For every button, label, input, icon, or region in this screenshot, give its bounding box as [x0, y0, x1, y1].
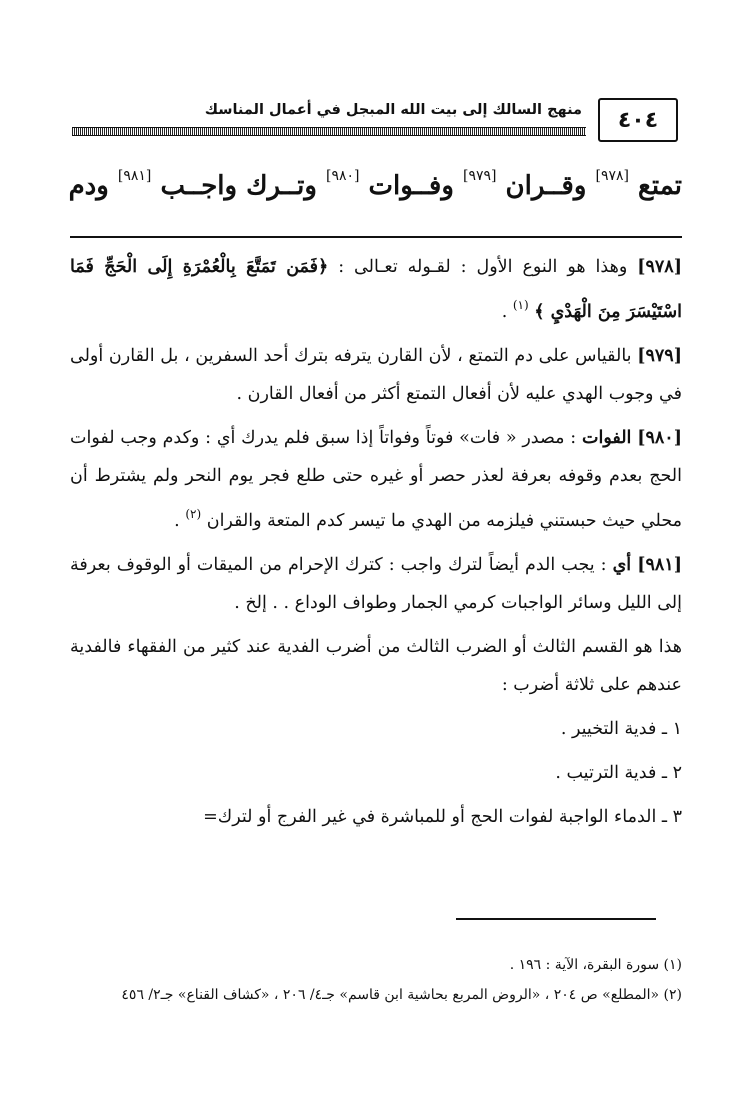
- list-item: ٣ ـ الدماء الواجبة لفوات الحج أو للمباشرة في غير الفرج أو لترك=: [203, 807, 682, 827]
- page-header: [66, 96, 682, 146]
- title-ref-978: [٩٧٨]: [595, 168, 629, 184]
- note-980: [70, 419, 682, 540]
- body-paragraph: هذا هو القسم الثالث أو الضرب الثالث من أضرب الفدية عند كثير من الفقهاء فالفدية عندهم على ثلاثة أضرب :: [70, 637, 682, 695]
- note-text: : مصدر « فات» فوتاً وفواتاً إذا سبق فلم يدرك أي : وكدم وجب لفوات الحج بعدم وقوفه بعرفة لعذر حصر أو غيره حتى طلع فجر يوم النحر ولم يشترط أن محلي حيث حبستني فيلزمه من الهدي ما تيسر كدم المتعة والقران: [70, 428, 682, 531]
- title-ref-980: [٩٨٠]: [325, 168, 360, 184]
- note-end: .: [501, 302, 508, 322]
- quran-verse: ﴿فَمَن تَمَتَّعَ بِالْعُمْرَةِ إِلَى الْحَجِّ فَمَا اسْتَيْسَرَ مِنَ الْهَدْيِ ﴾: [70, 257, 682, 322]
- list-item: ١ ـ فدية التخيير .: [560, 719, 682, 739]
- note-text: بالقياس على دم التمتع ، لأن القارن يترفه بترك أحد السفرين ، بل القارن أولى في وجوب الهدي عليه لأن أفعال التمتع أكثر من أفعال القارن .: [70, 346, 682, 404]
- footnote-1: (١) سورة البقرة، الآية : ١٩٦ .: [509, 957, 682, 973]
- footnote-2: (٢) «المطلع» ص ٢٠٤ ، «الروض المربع بحاشية ابن قاسم» جـ٤/ ٢٠٦ ، «كشاف القناع» جـ٢/ ٤٥٦: [121, 987, 682, 1003]
- footnote-ref: (٢): [185, 507, 202, 521]
- header-divider: [72, 127, 586, 136]
- note-number: [٩٧٩]: [637, 346, 682, 366]
- note-text: : يجب الدم أيضاً لترك واجب : كترك الإحرام من الميقات أو الوقوف بعرفة إلى الليل وسائر الواجبات كرمي الجمار وطواف الوداع . . إلخ .: [70, 555, 682, 613]
- title-word-tark-wajib: وتــرك واجــب: [160, 171, 317, 201]
- note-number: [٩٨٠]: [637, 428, 682, 448]
- note-number: [٩٧٨]: [637, 257, 682, 277]
- list-item: ٢ ـ فدية الترتيب .: [555, 763, 682, 783]
- note-text: وهذا هو النوع الأول : لقـوله تعـالى :: [338, 257, 628, 277]
- title-word-qiran: وقــران: [505, 171, 587, 201]
- note-term: أي: [612, 555, 632, 575]
- note-end: .: [174, 511, 180, 531]
- running-title: منهج السالك إلى بيت الله المبجل في أعمال المناسك: [204, 102, 582, 118]
- note-981: [70, 546, 682, 622]
- footnotes: [70, 950, 682, 1010]
- title-ref-981: [٩٨١]: [117, 168, 152, 184]
- commentary-body: [70, 248, 682, 836]
- section-title: [70, 168, 682, 201]
- title-word-dam: ودم: [68, 171, 109, 201]
- title-ref-979: [٩٧٩]: [462, 168, 497, 184]
- footnote-ref: (١): [512, 298, 529, 312]
- note-978: [70, 248, 682, 331]
- note-number: [٩٨١]: [637, 555, 682, 575]
- note-term: الفوات: [581, 428, 632, 448]
- title-word-tamattu: تمتع: [638, 171, 682, 201]
- page-number: ٤٠٤: [598, 98, 678, 142]
- title-word-fawat: وفــوات: [368, 171, 454, 201]
- note-979: [70, 337, 682, 413]
- footnote-divider: [456, 918, 656, 920]
- title-divider: [70, 236, 682, 238]
